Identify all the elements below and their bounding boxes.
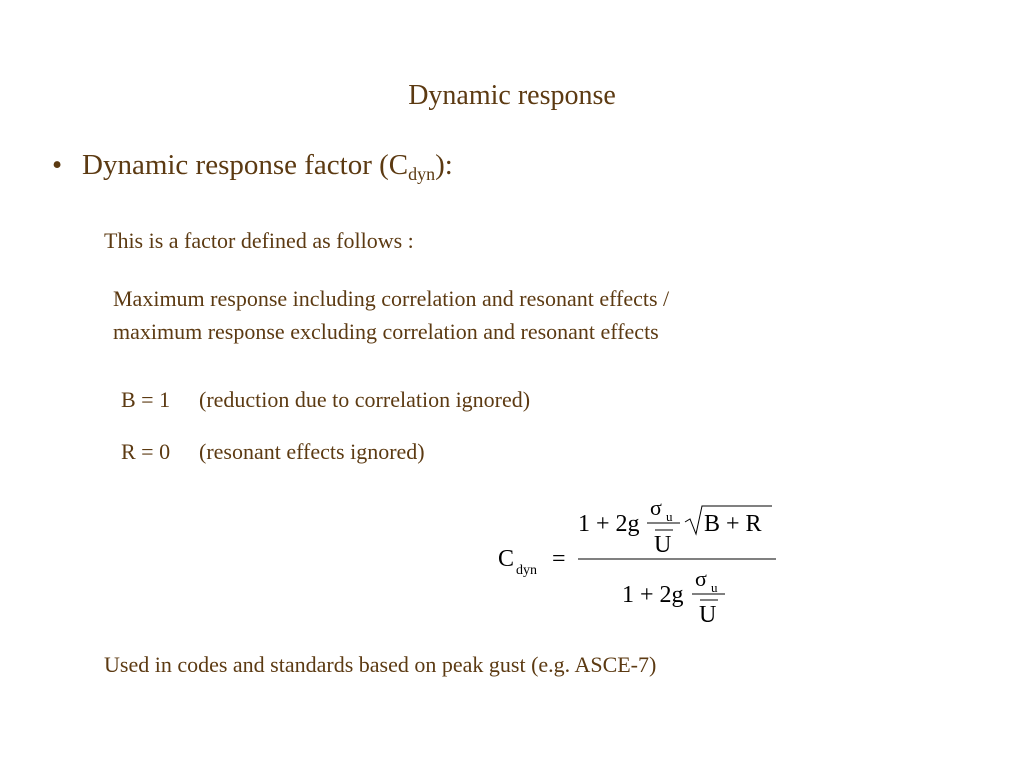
formula-numerator-sigma: σ (650, 495, 662, 520)
formula-denominator-prefix: 1 + 2g (622, 582, 684, 608)
assumption-r (121, 435, 425, 468)
formula-denominator-mean: U (699, 602, 717, 628)
definition-line-1: Maximum response including correlation and resonant effects / (113, 286, 670, 311)
formula-sqrt-content: B + R (704, 511, 762, 537)
formula-denominator-sigma-subscript: u (711, 580, 718, 595)
assumption-r-note: (resonant effects ignored) (199, 439, 425, 464)
definition-intro: This is a factor defined as follows : (104, 228, 414, 253)
dynamic-response-formula (480, 488, 800, 638)
formula-lhs-symbol: C (498, 546, 515, 572)
definition-line-2: maximum response excluding correlation and resonant effects (113, 319, 659, 344)
bullet-marker: • (52, 149, 63, 181)
formula-numerator-prefix: 1 + 2g (578, 511, 640, 537)
assumption-b-symbol: B = 1 (121, 387, 171, 412)
bullet-item (52, 146, 453, 184)
formula-equals: = (552, 546, 566, 572)
assumption-r-symbol: R = 0 (121, 439, 171, 464)
assumption-b-note: (reduction due to correlation ignored) (199, 387, 531, 412)
bullet-text-before: Dynamic response factor (C (82, 149, 409, 181)
formula-numerator-sigma-subscript: u (666, 509, 673, 524)
slide-title: Dynamic response (408, 80, 616, 111)
formula-denominator-sigma: σ (695, 566, 707, 591)
bullet-subscript: dyn (408, 164, 436, 184)
formula-lhs-subscript: dyn (516, 563, 537, 578)
usage-note: Used in codes and standards based on peak gust (e.g. ASCE-7) (104, 652, 657, 677)
assumption-b (121, 383, 530, 416)
formula-numerator-mean: U (654, 532, 672, 558)
bullet-text-after: ): (435, 149, 453, 181)
